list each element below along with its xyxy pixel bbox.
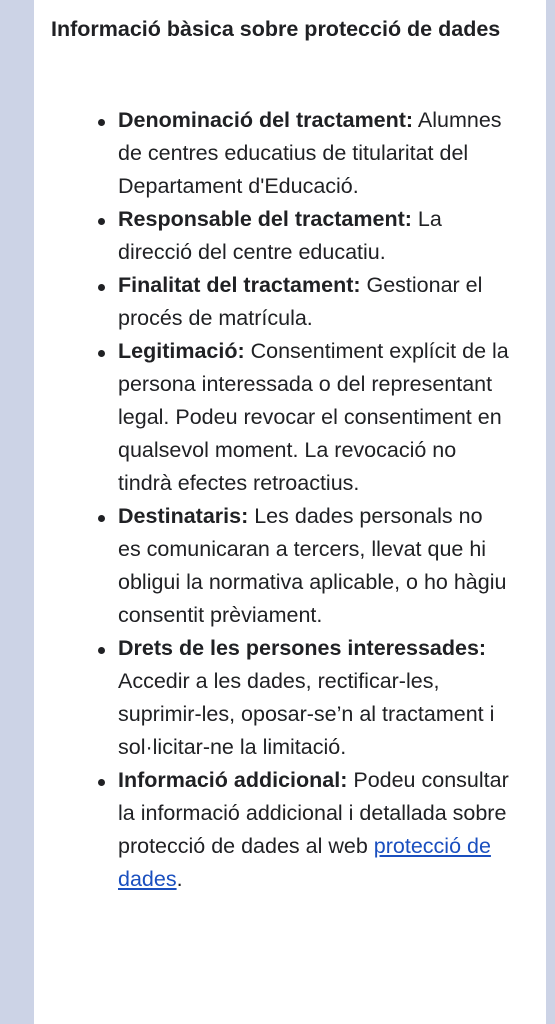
bullet-icon — [98, 284, 105, 291]
bullet-icon — [98, 218, 105, 225]
item-label: Destinataris: — [118, 504, 249, 528]
item-label: Denominació del tractament: — [118, 108, 414, 132]
bullet-icon — [98, 350, 105, 357]
list-item-legitimacio — [118, 335, 510, 500]
item-label: Finalitat del tractament: — [118, 273, 361, 297]
item-text: La direcció del centre educatiu. — [118, 207, 442, 264]
item-text-end: . — [176, 867, 183, 891]
bullet-icon — [98, 515, 105, 522]
list-item-drets — [118, 632, 510, 764]
item-text: Podeu consultar la informació addicional i detallada sobre protecció de dades al web — [118, 768, 509, 858]
item-text: Gestionar el procés de matrícula. — [118, 273, 483, 330]
item-label: Informació addicional: — [118, 768, 348, 792]
content-card — [34, 0, 546, 1024]
list-item-responsable — [118, 203, 510, 269]
list-item-denominacio — [118, 104, 510, 203]
item-label: Responsable del tractament: — [118, 207, 412, 231]
list-item-destinataris — [118, 500, 510, 632]
bullet-icon — [98, 647, 105, 654]
item-label: Drets de les persones interessades: — [118, 636, 487, 660]
item-text: Alumnes de centres educatius de titularitat del Departament d'Educació. — [118, 108, 502, 198]
item-label: Legitimació: — [118, 339, 245, 363]
item-text: Accedir a les dades, rectificar-les, suprimir-les, oposar-se’n al tractament i sol·licitar-ne la limitació. — [118, 669, 495, 759]
info-list — [118, 104, 510, 896]
proteccio-de-dades-link[interactable]: protecció de dades — [118, 834, 491, 891]
item-text: Les dades personals no es comunicaran a tercers, llevat que hi obligui la normativa aplicable, o ho hàgiu consentit prèviament. — [118, 504, 507, 627]
bullet-icon — [98, 119, 105, 126]
bullet-icon — [98, 779, 105, 786]
item-text: Consentiment explícit de la persona interessada o del representant legal. Podeu revocar el consentiment en qualsevol moment. La revocació no tindrà efectes retroactius. — [118, 339, 509, 495]
section-title: Informació bàsica sobre protecció de dades — [51, 17, 501, 41]
list-item-finalitat — [118, 269, 510, 335]
list-item-informacio-addicional — [118, 764, 510, 896]
